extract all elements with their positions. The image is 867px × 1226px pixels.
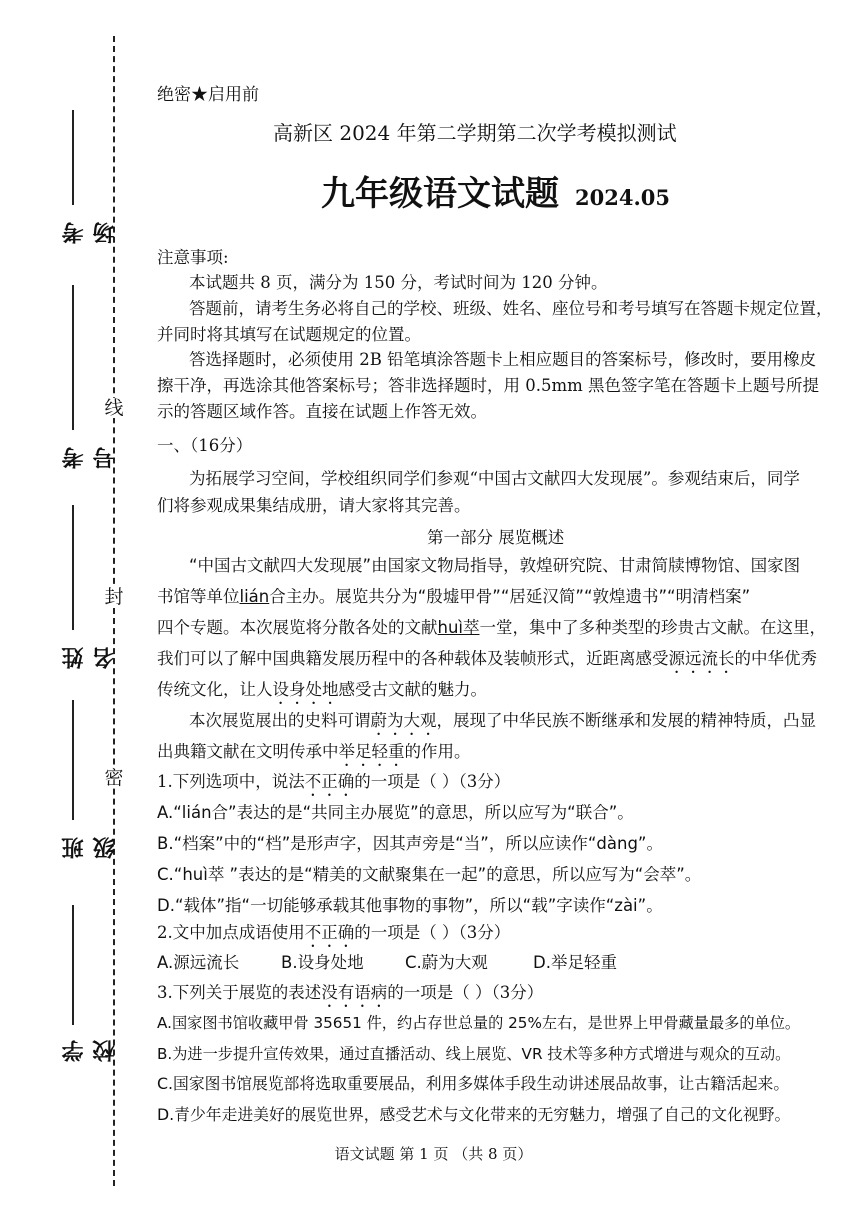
notice-p2b: 并同时将其填写在试题规定的位置。: [157, 325, 421, 344]
exam-room-label: 考场: [61, 220, 118, 244]
passage-line-4: [157, 648, 817, 677]
section-heading: 一、（16分）: [157, 436, 253, 455]
q2-option-b: B.设身处地: [281, 953, 364, 972]
q3-option-b: B.为进一步提升宣传效果，通过直播活动、线上展览、VR 技术等多种方式增进与观众的互动。: [157, 1045, 791, 1063]
notice-heading: 注意事项:: [157, 248, 229, 267]
notice-p3c: 示的答题区域作答。直接在试题上作答无效。: [157, 402, 487, 421]
q2-stem-post: 的一项是（ ）（3分）: [354, 923, 511, 942]
q3-option-d: D.青少年走进美好的展览世界，感受艺术与文化带来的无穷魅力，增强了自己的文化视野。: [157, 1105, 791, 1124]
part-title: 第一部分 展览概述: [427, 528, 565, 547]
notice-p2a: 答题前，请考生务必将自己的学校、班级、姓名、座位号和考号填写在答题卡规定位置，: [189, 299, 833, 318]
passage-line-6-pre: 本次展览展出的史料可谓: [189, 711, 371, 730]
q2-stem-pre: 2.文中加点成语使用: [157, 923, 305, 942]
passage-line-2: [157, 586, 750, 608]
passage-line-5: [157, 679, 487, 708]
q1-stem-pre: 1.下列选项中，说法: [157, 772, 305, 791]
passage-line-3-post: 一堂，集中了多种类型的珍贵古文献。在这里，: [479, 618, 826, 637]
exam-subtitle: 高新区 2024 年第二学期第二次学考模拟测试: [273, 121, 677, 145]
passage-line-6-post: ，展现了中华民族不断继承和发展的精神特质，凸显: [436, 711, 816, 730]
cut-word-line: 线: [104, 397, 124, 419]
q3-stem-post: 的一项是（ ）（3分）: [387, 983, 544, 1002]
passage-line-2-pre: 书馆等单位: [157, 587, 240, 606]
exam-title: 九年级语文试题: [321, 174, 559, 214]
confidential-mark: 绝密★启用前: [157, 85, 259, 105]
passage-line-3: [157, 617, 826, 639]
class-label: 班级: [61, 835, 118, 859]
pinyin-lian-blank: lián: [239, 587, 270, 606]
q1-option-a: A.“lián合”表达的是“共同主办展览”的意思，所以应写为“联合”。: [157, 803, 634, 822]
cut-word-secret: 密: [104, 767, 124, 789]
idiom-weiweidaguan: 蔚为大观: [370, 711, 437, 730]
q3-option-a: A.国家图书馆收藏甲骨 35651 件，约占存世总量的 25%左右，是世界上甲骨藏量最多的单位。: [157, 1014, 801, 1032]
school-label: 学校: [61, 1038, 118, 1062]
passage-line-4-post: 的中华优秀: [734, 649, 817, 668]
passage-line-4-pre: 我们可以了解中国典籍发展历程中的各种载体及装帧形式，近距离感受: [157, 649, 669, 668]
q1-option-d: D.“载体”指“一切能够承载其他事物的事物”，所以“载”字读作“zài”。: [157, 896, 663, 915]
name-label: 姓名: [61, 645, 118, 669]
q3-stem-pre: 3.下列关于展览的表述: [157, 983, 322, 1002]
cut-word-seal: 封: [104, 586, 124, 608]
page-footer: 语文试题 第 1 页 （共 8 页）: [334, 1145, 533, 1163]
pinyin-hui-blank: huì萃: [437, 618, 480, 637]
passage-line-5-post: 感受古文献的魅力。: [338, 680, 487, 699]
q1-option-c: C.“huì萃 ”表达的是“精美的文献聚集在一起”的意思，所以应写为“会萃”。: [157, 865, 702, 884]
exam-number-label: 考号: [61, 445, 118, 469]
q1-stem-post: 的一项是（ ）（3分）: [354, 772, 511, 791]
exam-number-line: [72, 285, 74, 430]
q2-stem-emphasis: 不正确: [304, 923, 355, 942]
cut-line: [113, 36, 115, 1186]
q1-stem-emphasis: 不正确: [304, 772, 355, 791]
section-intro-b: 们将参观成果集结成册，请大家将其完善。: [157, 496, 471, 515]
idiom-juzuqingzhong: 举足轻重: [338, 742, 405, 761]
notice-p3a: 答选择题时，必须使用 2B 铅笔填涂答题卡上相应题目的答案标号，修改时，要用橡皮: [189, 350, 817, 369]
binding-margin: [0, 0, 135, 1226]
q3-stem-emphasis: 没有语病: [321, 983, 388, 1002]
passage-line-6: [189, 710, 816, 739]
q2-option-d: D.举足轻重: [533, 953, 617, 972]
q1-option-b: B.“档案”中的“档”是形声字，因其声旁是“当”，所以应读作“dàng”。: [157, 834, 663, 853]
passage-line-1: “中国古文献四大发现展”由国家文物局指导，敦煌研究院、甘肃简牍博物馆、国家图: [189, 556, 801, 575]
passage-line-7-pre: 出典籍文献在文明传承中: [157, 742, 339, 761]
passage-line-7: [157, 741, 471, 770]
notice-p3b: 擦干净，再选涂其他答案标号；答非选择题时，用 0.5mm 黑色签字笔在答题卡上题号所提: [157, 376, 820, 395]
q2-stem: [157, 922, 510, 951]
q2-option-a: A.源远流长: [157, 953, 240, 972]
q3-stem: [157, 982, 543, 1011]
notice-p1: 本试题共 8 页，满分为 150 分，考试时间为 120 分钟。: [189, 273, 608, 292]
q2-option-c: C.蔚为大观: [405, 953, 488, 972]
passage-line-2-post: 合主办。展览共分为“殷墟甲骨”“居延汉简”“敦煌遗书”“明清档案”: [269, 587, 751, 606]
school-line: [72, 905, 74, 1025]
idiom-shenshenchudi: 设身处地: [272, 680, 339, 699]
passage-line-5-pre: 传统文化，让人: [157, 680, 273, 699]
exam-room-line: [72, 110, 74, 205]
passage-line-3-pre: 四个专题。本次展览将分散各处的文献: [157, 618, 438, 637]
name-line: [72, 505, 74, 630]
q1-stem: [157, 771, 510, 800]
class-line: [72, 700, 74, 820]
exam-date: 2024.05: [575, 185, 670, 210]
section-intro-a: 为拓展学习空间，学校组织同学们参观“中国古文献四大发现展”。参观结束后，同学: [189, 469, 800, 488]
q3-option-c: C.国家图书馆展览部将选取重要展品，利用多媒体手段生动讲述展品故事，让古籍活起来。: [157, 1074, 790, 1093]
idiom-yuanyuanliuchang: 源远流长: [668, 649, 735, 668]
passage-line-7-post: 的作用。: [404, 742, 471, 761]
